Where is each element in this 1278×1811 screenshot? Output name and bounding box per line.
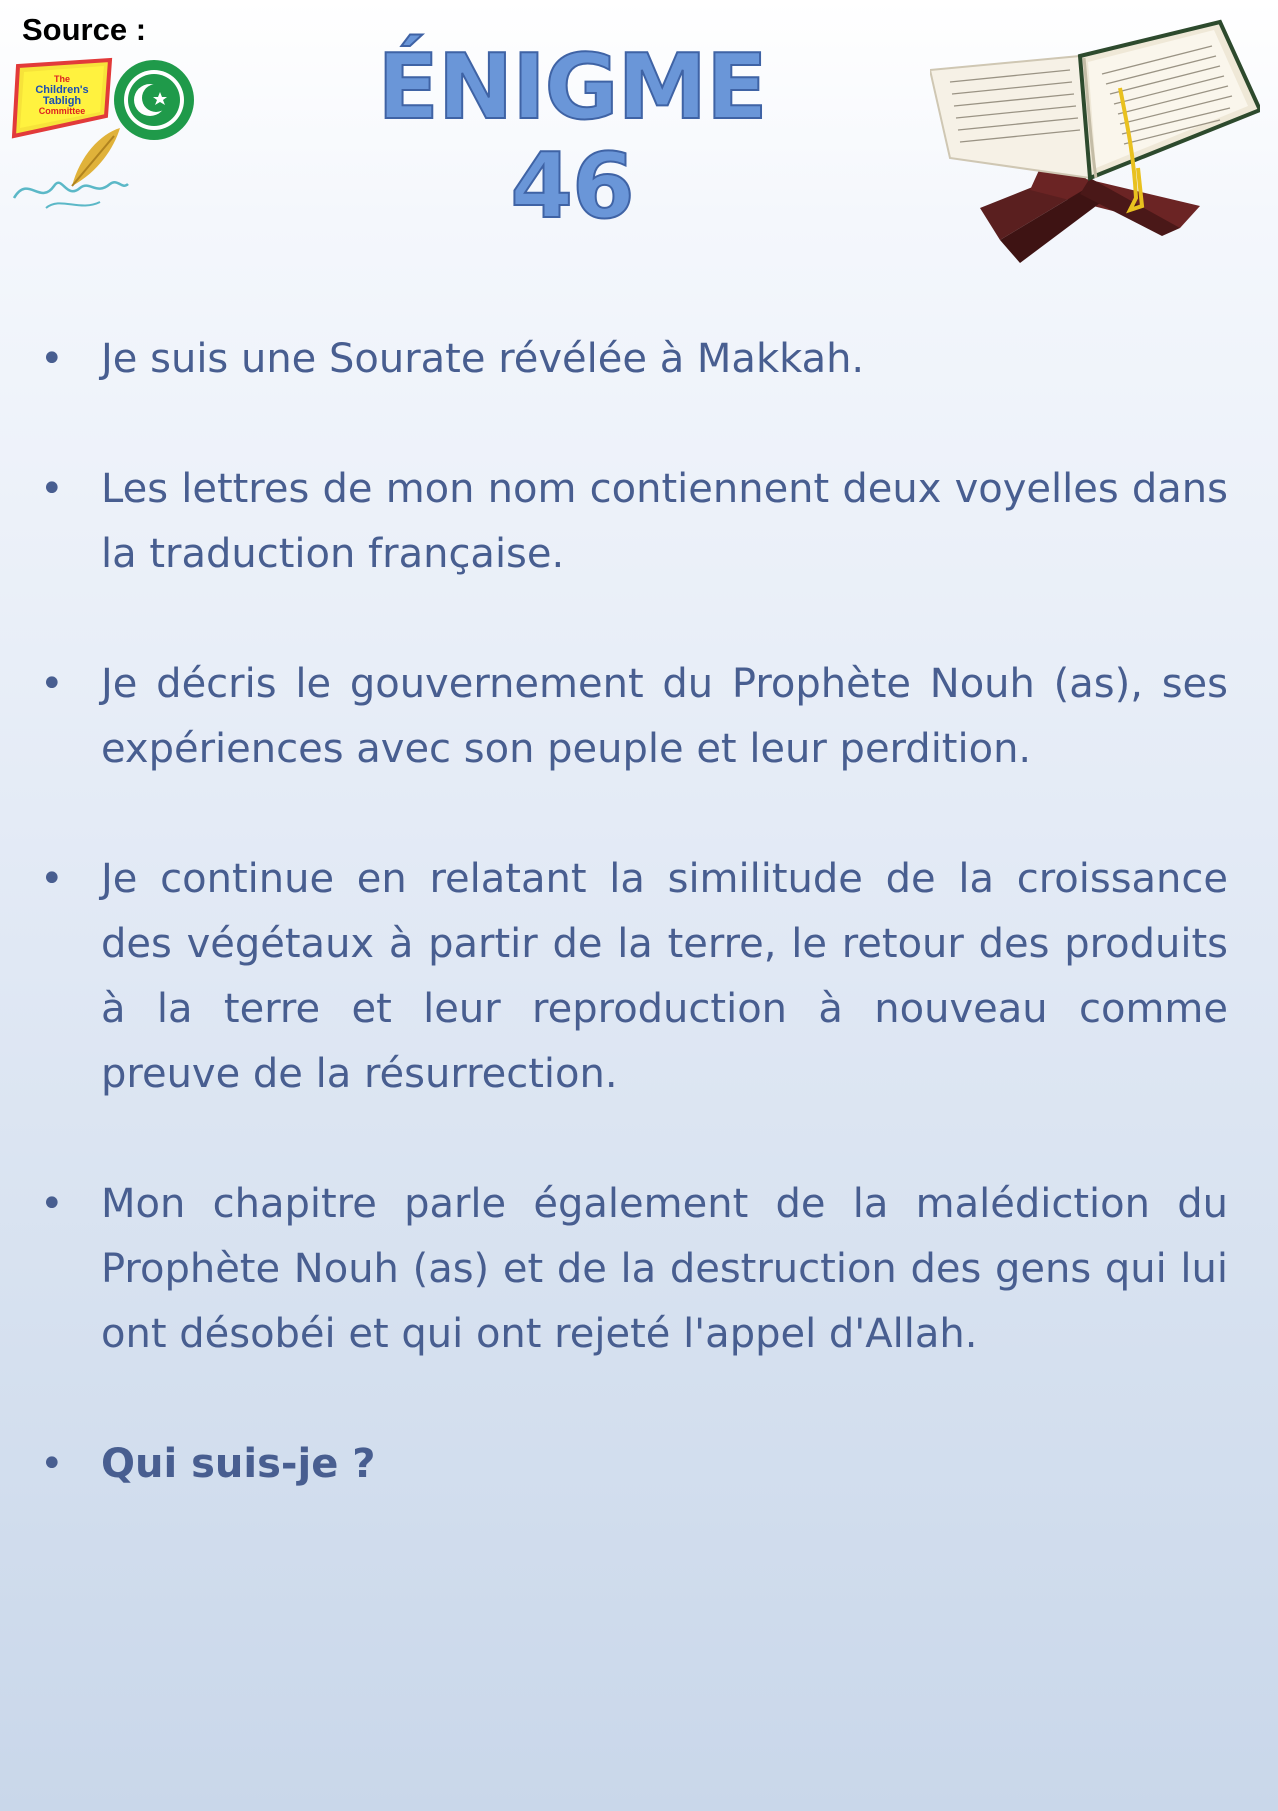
wooden-stand-icon xyxy=(980,168,1200,263)
tabligh-committee-logo xyxy=(14,60,110,136)
clue-item xyxy=(40,1172,1228,1367)
svg-text:Children's: Children's xyxy=(35,84,89,96)
bullet-dot-icon: • xyxy=(40,466,64,512)
clue-text: Les lettres de mon nom contiennent deux voyelles dans la traduction française. xyxy=(101,466,1228,577)
source-logos xyxy=(10,56,210,216)
clue-text: Je décris le gouvernement du Prophète Nouh (as), ses expériences avec son peuple et leur perdition. xyxy=(101,661,1228,772)
quill-icon xyxy=(72,128,120,186)
question-item xyxy=(40,1432,1228,1497)
clue-item xyxy=(40,847,1228,1107)
clue-text: Je suis une Sourate révélée à Makkah. xyxy=(101,336,865,382)
bullet-dot-icon: • xyxy=(40,1181,64,1227)
svg-text:Tabligh: Tabligh xyxy=(42,95,82,107)
signature-scribble xyxy=(14,182,128,208)
bullet-dot-icon: • xyxy=(40,661,64,707)
clue-text: Je continue en relatant la similitude de la croissance des végétaux à partir de la terre, le retour des produits à la terre et leur reproduction à nouveau comme preuve de la résurrection. xyxy=(101,856,1228,1097)
bullet-dot-icon: • xyxy=(40,336,64,382)
question-text: Qui suis-je ? xyxy=(101,1441,376,1487)
green-emblem-logo xyxy=(114,60,194,140)
svg-text:The: The xyxy=(53,74,71,84)
source-label: Source : xyxy=(22,12,147,47)
svg-text:Committee: Committee xyxy=(38,106,86,116)
bullet-dot-icon: • xyxy=(40,856,64,902)
clue-item xyxy=(40,652,1228,782)
quran-on-stand-illustration xyxy=(930,18,1260,263)
page-title: ÉNIGME 46 xyxy=(377,35,767,239)
clue-item xyxy=(40,327,1228,392)
clue-text: Mon chapitre parle également de la malédiction du Prophète Nouh (as) et de la destruction des gens qui lui ont désobéi et qui ont rejeté l'appel d'Allah. xyxy=(101,1181,1228,1357)
riddle-clues-list xyxy=(40,327,1228,1562)
clue-item xyxy=(40,457,1228,587)
bullet-dot-icon: • xyxy=(40,1441,64,1487)
